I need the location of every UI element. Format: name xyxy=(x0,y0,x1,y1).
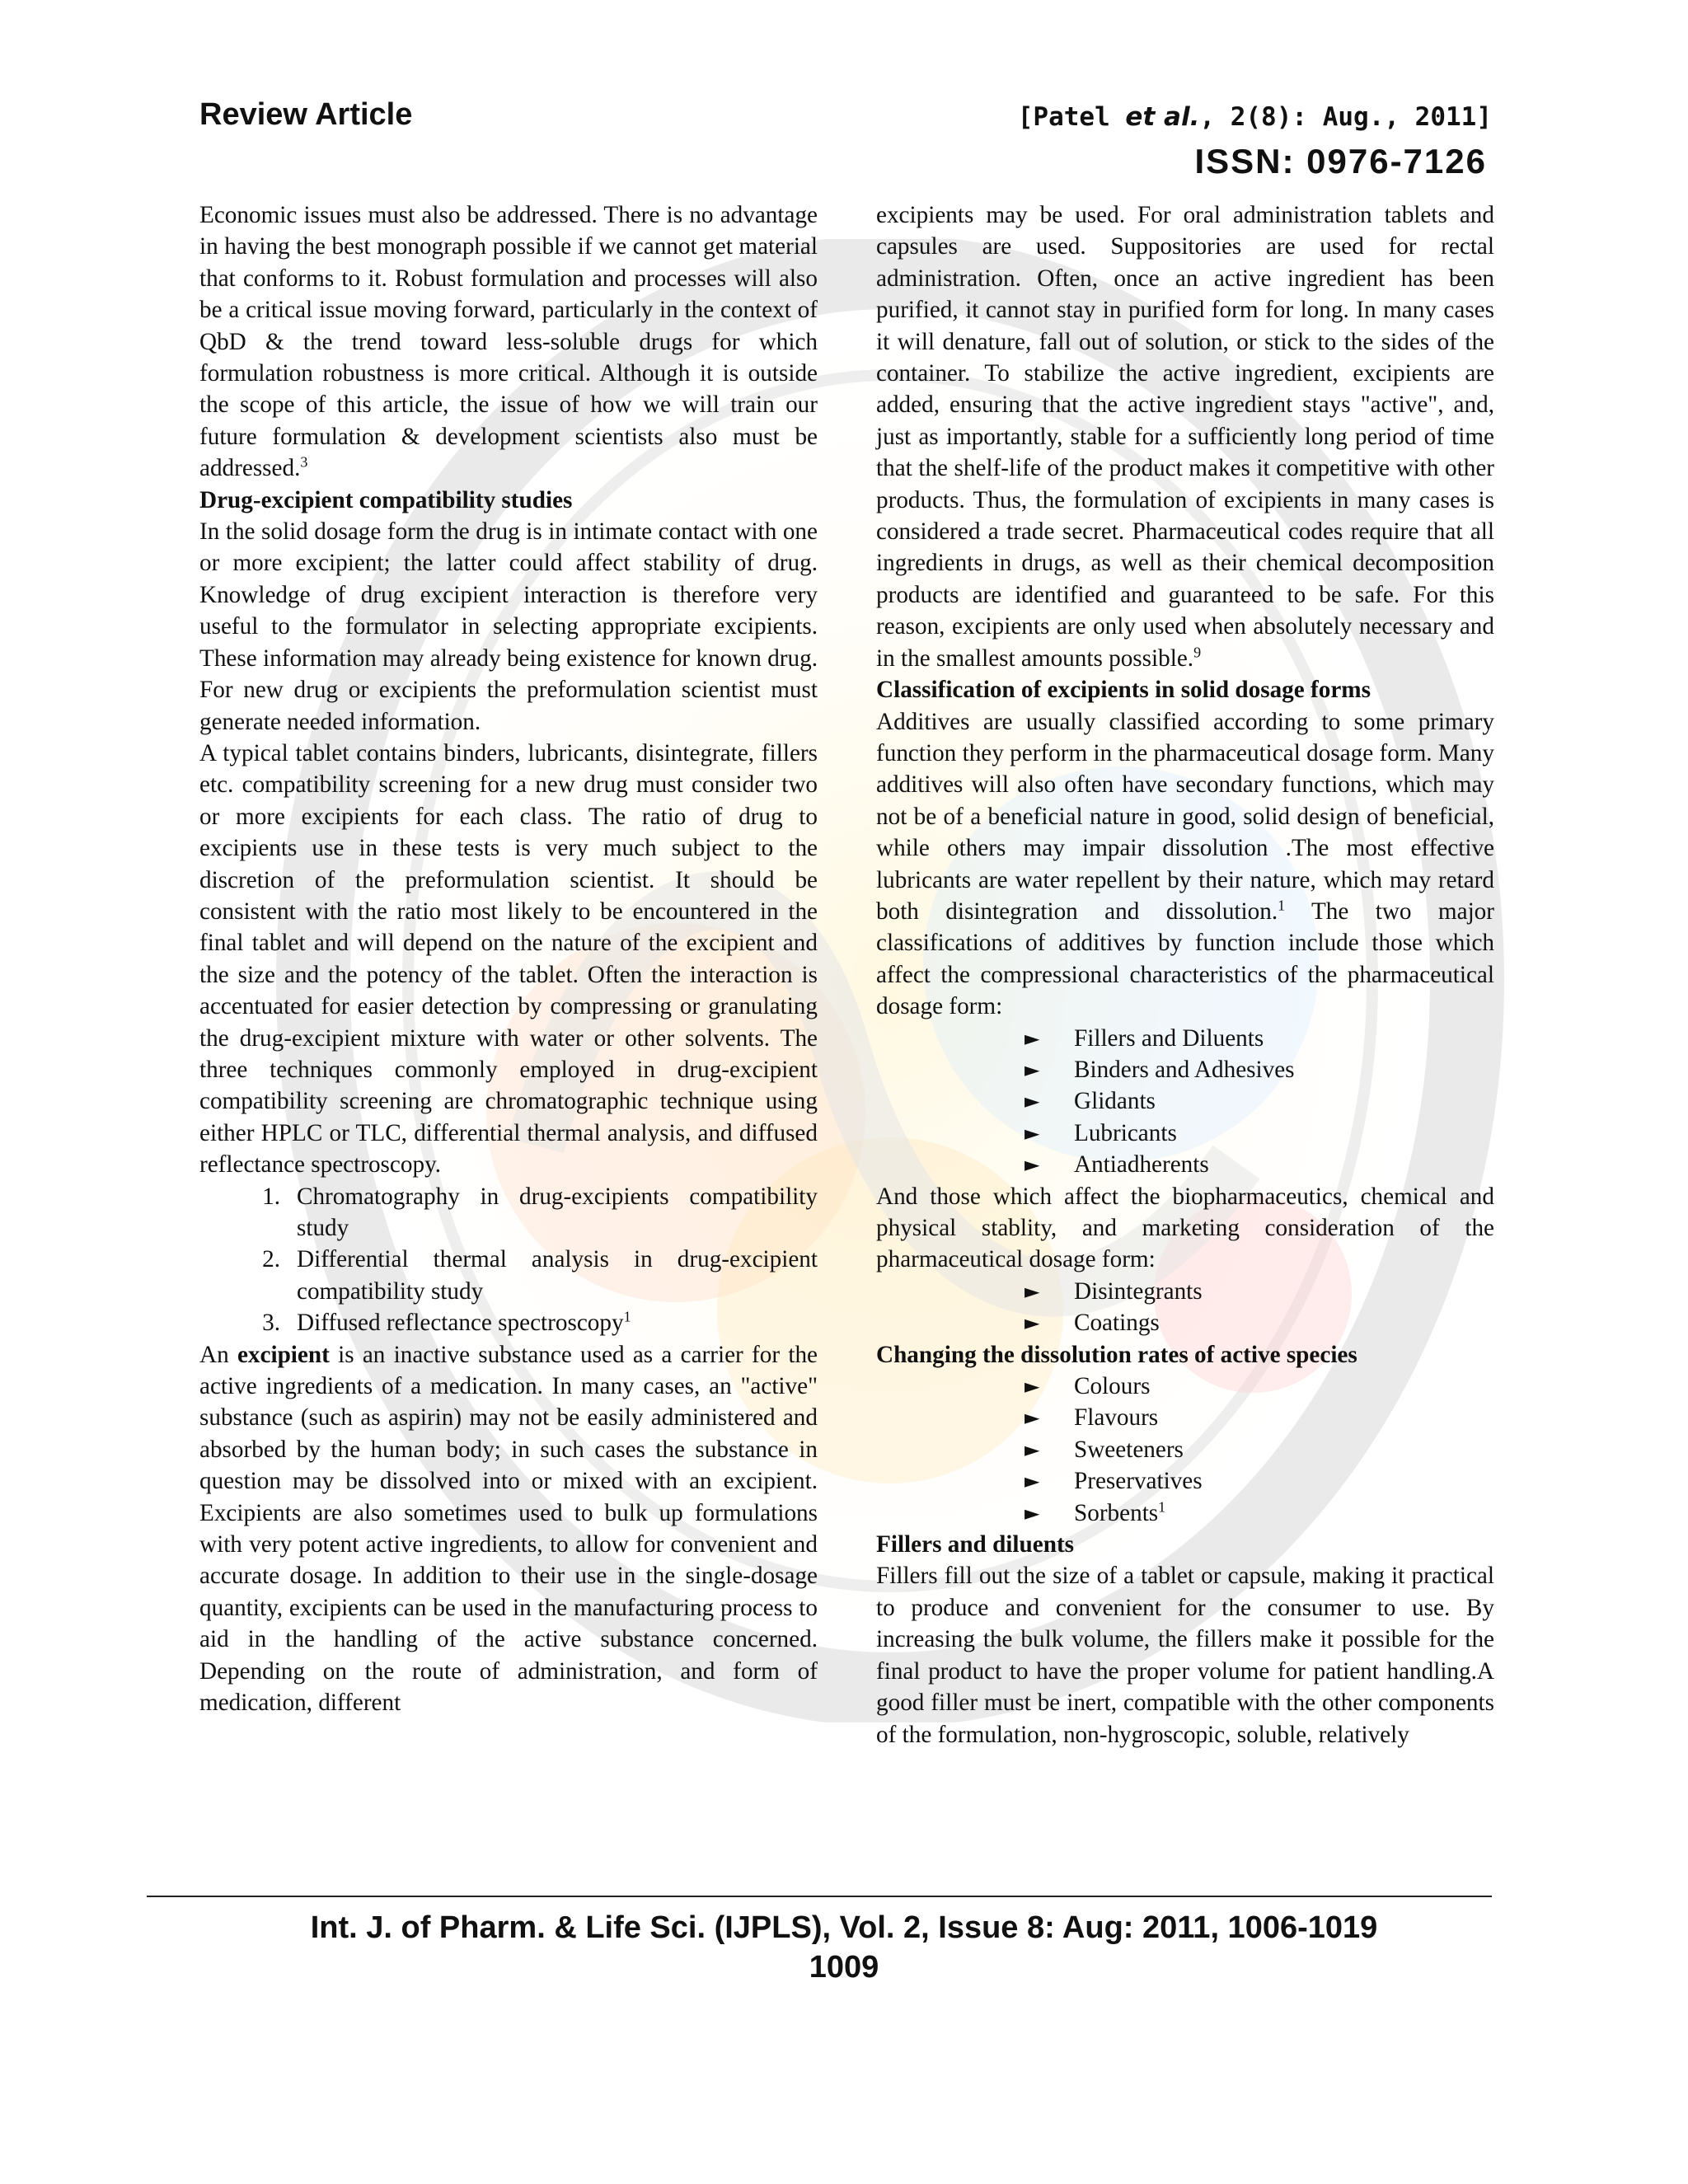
paragraph: And those which affect the biopharmaceutics, chemical and physical stablity, and marketing consideration of the pharmaceutical dosage form: xyxy=(876,1183,1494,1273)
issn: ISSN: 0976-7126 xyxy=(1194,142,1487,180)
paragraph: In the solid dosage form the drug is in intimate contact with one or more excipient; the latter could affect stability of drug. Knowledge of drug excipient interaction is therefore very useful to the formulator in selecting appropriate excipients. These information may already being existence for known drug. For new drug or excipients the preformulation scientist must generate needed information. xyxy=(199,518,818,735)
arrow-bullet-icon: ► xyxy=(1025,1153,1040,1177)
list-item: ► Binders and Adhesives xyxy=(1025,1054,1494,1085)
section-heading: Changing the dissolution rates of active species xyxy=(876,1341,1357,1368)
list-item: ► Colours xyxy=(1025,1371,1494,1402)
arrow-bullet-icon: ► xyxy=(1025,1090,1040,1113)
list-item: ► Antiadherents xyxy=(1025,1149,1494,1180)
page-number: 1009 xyxy=(809,1950,879,1985)
section-heading: Classification of excipients in solid dosage forms xyxy=(876,677,1371,704)
paragraph: Fillers fill out the size of a tablet or capsule, making it practical to produce and convenient for the consumer to use. By increasing the bulk volume, the fillers make it possible for the final product to have the proper volume for patient handling.A good filler must be inert, compatible with the other components of the formulation, non-hygroscopic, soluble, relatively xyxy=(876,1563,1494,1748)
paragraph: Additives are usually classified according to some primary function they perform in the pharmaceutical dosage form. Many additives will also often have secondary functions, which may not be of a beneficial nature in good, solid design of beneficial, while others may impair dissolution .The most effective lubricants are water repellent by their nature, which may retard both disintegration and dissolution.$^1$ The two major classifications of additives by function include those which affect the compressional characteristics of the pharmaceutical dosage form: xyxy=(876,708,1494,1020)
footer-journal: Int. J. of Pharm. & Life Sci. (IJPLS), Vol. 2, Issue 8: Aug: 2011, 1006-1019 xyxy=(310,1910,1378,1945)
arrow-bullet-icon: ► xyxy=(1025,1375,1040,1399)
list-item: ► Preservatives xyxy=(1025,1465,1494,1497)
list-item: 2. Differential thermal analysis in drug-excipient compatibility study xyxy=(262,1246,818,1305)
paragraph: excipients may be used. For oral administration tablets and capsules are used. Suppositories are used for rectal administration. Often, once an active ingredient has been purified, it cannot stay in purified form for long. In many cases it will denature, fall out of solution, or stick to the sides of the container. To stabilize the active ingredient, excipients are added, ensuring that the active ingredient stays "active", and, just as importantly, stable for a sufficiently long period of time that the shelf-life of the product makes it competitive with other products. Thus, the formulation of excipients in many cases is considered a trade secret. Pharmaceutical codes require that all ingredients in drugs, as well as their chemical decomposition products are identified and guaranteed to be safe. For this reason, excipients are only used when absolutely necessary and in the smallest amounts possible.$^9$ xyxy=(876,202,1494,672)
arrow-bullet-icon: ► xyxy=(1025,1501,1040,1525)
citation: [Patel et al., 2(8): Aug., 2011] xyxy=(1017,102,1492,132)
footer-divider xyxy=(147,1896,1492,1897)
list-item: ► Sorbents$^1$ xyxy=(1025,1497,1494,1529)
list-item: ► Fillers and Diluents xyxy=(1025,1023,1494,1054)
list-item: ► Sweeteners xyxy=(1025,1434,1494,1465)
section-label: Review Article xyxy=(199,97,413,132)
paragraph: An excipient is an inactive substance used as a carrier for the active ingredients of a medication. In many cases, an "active" substance (such as aspirin) may not be easily administered and absorbed by the human body; in such cases the substance in question may be dissolved into or mixed with an excipient. Excipients are also sometimes used to bulk up formulations with very potent active ingredients, to allow for convenient and accurate dosage. In addition to their use in the single-dosage quantity, excipients can be used in the manufacturing process to aid in the handling of the active substance concerned. Depending on the route of administration, and form of medication, different xyxy=(199,1341,818,1717)
bullet-list xyxy=(876,1023,1494,1181)
arrow-bullet-icon: ► xyxy=(1025,1406,1040,1430)
list-item: 3. Diffused reflectance spectroscopy$^1$ xyxy=(262,1308,631,1337)
list-item: ► Flavours xyxy=(1025,1402,1494,1433)
arrow-bullet-icon: ► xyxy=(1025,1026,1040,1050)
arrow-bullet-icon: ► xyxy=(1025,1311,1040,1335)
arrow-bullet-icon: ► xyxy=(1025,1437,1040,1461)
left-column xyxy=(199,199,818,1719)
section-heading: Fillers and diluents xyxy=(876,1531,1075,1558)
list-item: ► Glidants xyxy=(1025,1085,1494,1117)
bullet-list xyxy=(876,1276,1494,1339)
numbered-list xyxy=(199,1181,818,1339)
arrow-bullet-icon: ► xyxy=(1025,1279,1040,1303)
paragraph: Economic issues must also be addressed. There is no advantage in having the best monograph possible if we cannot get material that conforms to it. Robust formulation and processes will also be a critical issue moving forward, particularly in the context of QbD & the trend toward less-soluble drugs for which formulation robustness is more critical. Although it is outside the scope of this article, the issue of how we will train our future formulation & development scientists also must be addressed.$^3$ xyxy=(199,202,818,482)
section-heading: Drug-excipient compatibility studies xyxy=(199,486,573,513)
paragraph: A typical tablet contains binders, lubricants, disintegrate, fillers etc. compatibility screening for a new drug must consider two or more excipients for each class. The ratio of drug to excipients use in these tests is very much subject to the discretion of the preformulation scientist. It should be consistent with the ratio most likely to be encountered in the final tablet and will depend on the nature of the excipient and the size and the potency of the tablet. Often the interaction is accentuated for easier detection by compressing or granulating the drug-excipient mixture with water or other solvents. The three techniques commonly employed in drug-excipient compatibility screening are chromatographic technique using either HPLC or TLC, differential thermal analysis, and diffused reflectance spectroscopy. xyxy=(199,739,818,1179)
arrow-bullet-icon: ► xyxy=(1025,1469,1040,1493)
list-item: ► Coatings xyxy=(1025,1307,1494,1338)
list-item: ► Lubricants xyxy=(1025,1118,1494,1149)
right-column xyxy=(876,199,1494,1750)
arrow-bullet-icon: ► xyxy=(1025,1121,1040,1145)
bullet-list xyxy=(876,1371,1494,1529)
arrow-bullet-icon: ► xyxy=(1025,1057,1040,1081)
list-item: 1. Chromatography in drug-excipients compatibility study xyxy=(262,1183,818,1241)
list-item: ► Disintegrants xyxy=(1025,1276,1494,1307)
